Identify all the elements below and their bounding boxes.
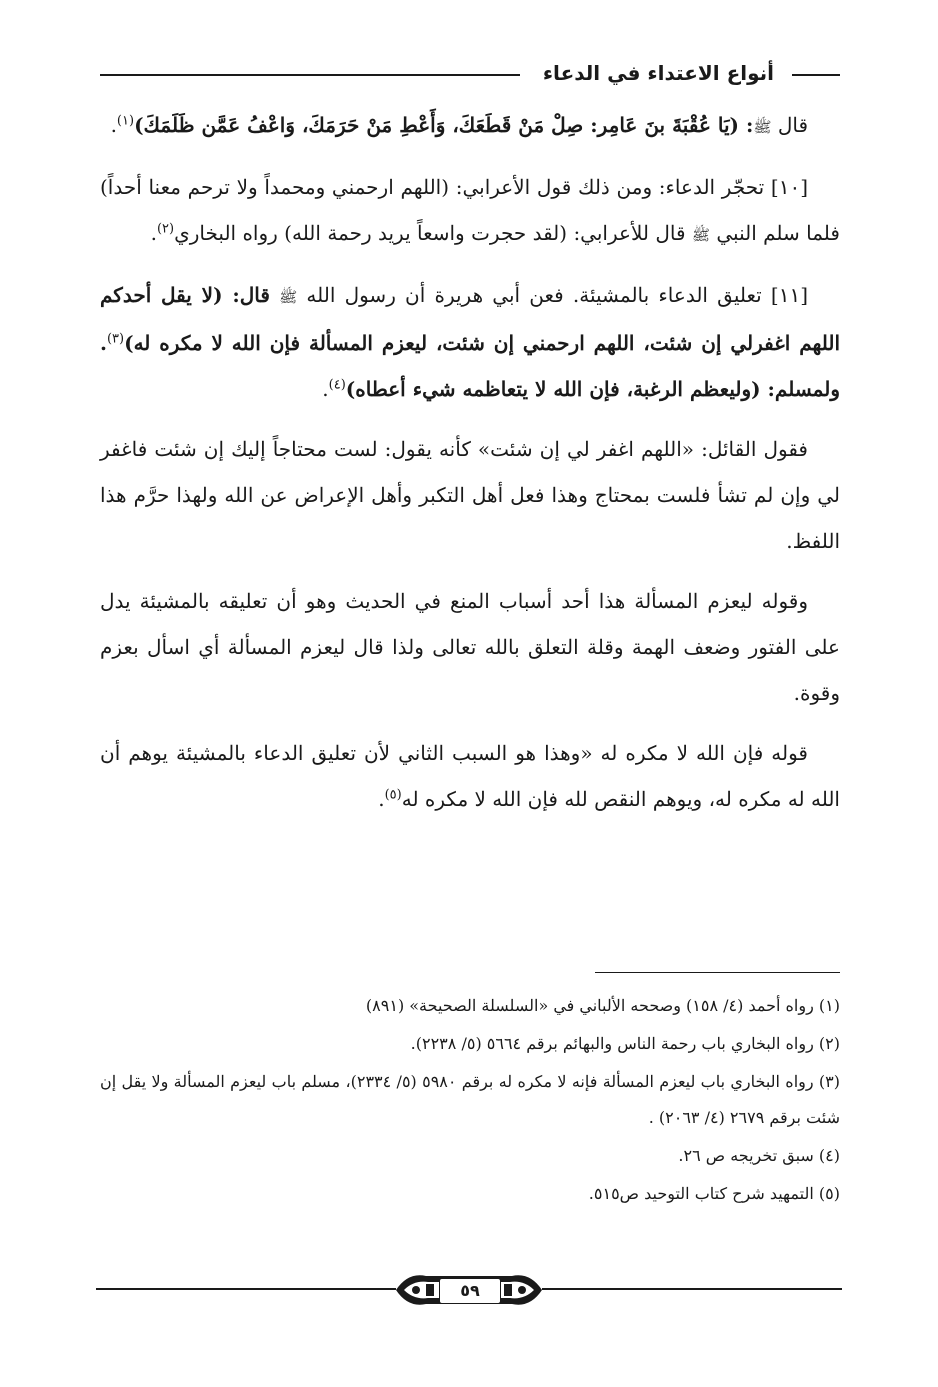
honorific-symbol: ﷺ xyxy=(279,288,298,306)
paragraph-end: . xyxy=(322,377,329,401)
paragraph-explanation-3 xyxy=(100,730,840,822)
footnote-ref-5: (٥) xyxy=(384,787,402,803)
header-rule-right xyxy=(792,74,840,76)
main-text xyxy=(100,102,840,836)
honorific-symbol: ﷺ xyxy=(753,118,772,136)
footnote-item: (٢) رواه البخاري باب رحمة الناس والبهائم برقم ٥٦٦٤ (٥/ ٢٢٣٨). xyxy=(410,1034,840,1053)
honorific-symbol: ﷺ xyxy=(691,226,710,244)
paragraph-end: . xyxy=(378,787,385,811)
footnote-item: (٥) التمهيد شرح كتاب التوحيد ص٥١٥. xyxy=(588,1184,840,1203)
footer-rule-left xyxy=(96,1288,396,1290)
hadith-quote: قال: (لا يقل أحدكم اللهم اغفرلي إن شئت، اللهم ارحمني إن شئت، ليعزم المسألة فإن الله لا مكره له) xyxy=(100,283,840,355)
paragraph-text: قال للأعرابي: (لقد حجرت واسعاً يريد رحمة الله) رواه البخاري xyxy=(174,221,686,245)
footnote-ref-4: (٤) xyxy=(328,377,346,393)
hadith-quote: : (يَا عُقْبَةَ بنَ عَامِر: صِلْ مَنْ قَطَعَكَ، وَأَعْطِ مَنْ حَرَمَكَ، وَاعْفُ عَمَّن ظَلَمَكَ) xyxy=(134,113,754,137)
paragraph-text: [١١] تعليق الدعاء بالمشيئة. فعن أبي هريرة أن رسول الله xyxy=(306,283,808,307)
footnote-item: (٤) سبق تخريجه ص ٢٦. xyxy=(678,1146,840,1165)
paragraph-end: . xyxy=(110,113,117,137)
paragraph-end: . xyxy=(150,221,157,245)
paragraph-explanation-2: وقوله ليعزم المسألة هذا أحد أسباب المنع في الحديث وهو أن تعليقه بالمشيئة يدل على الفتور وضعف الهمة وقلة التعلق بالله تعالى ولذا قال ليعزم المسألة أي اسأل بعزم وقوة. xyxy=(100,589,840,705)
footnote-item: (١) رواه أحمد (٤/ ١٥٨) وصححه الألباني في «السلسلة الصحيحة» (٨٩١) xyxy=(365,996,840,1015)
paragraph-item-10 xyxy=(100,164,840,258)
page-footer xyxy=(96,1268,842,1312)
header-title: أنواع الاعتداء في الدعاء xyxy=(535,58,782,88)
paragraph-text: [١٠] تحجّر الدعاء: ومن ذلك قول الأعرابي: (اللهم ارحمني ومحمداً ولا ترحم معنا أحداً) فلما سلم النبي xyxy=(100,175,840,245)
footer-rule-right xyxy=(542,1288,842,1290)
paragraph-text: قوله فإن الله لا مكره له «وهذا هو السبب الثاني لأن تعليق الدعاء بالمشيئة يوهم أن الله له مكره له، ويوهم النقص لله فإن الله لا مكره له xyxy=(100,741,840,811)
footnote-item: (٣) رواه البخاري باب ليعزم المسألة فإنه لا مكره له برقم ٥٩٨٠ (٥/ ٢٣٣٤)، مسلم باب ليعزم المسألة ولا يقل إن شئت برقم ٢٦٧٩ (٤/ ٢٠٦٣) . xyxy=(100,1072,840,1127)
paragraph-hadith-uqba xyxy=(100,102,840,150)
paragraph-lead: قال xyxy=(777,113,808,137)
hadith-quote: . ولمسلم: (وليعظم الرغبة، فإن الله لا يتعاظمه شيء أعطاه) xyxy=(100,331,840,401)
footnote-ref-2: (٢) xyxy=(156,221,175,237)
footnote-separator xyxy=(595,972,840,973)
paragraph-explanation-1: فقول القائل: «اللهم اغفر لي إن شئت» كأنه يقول: لست محتاجاً إليك إن شئت فاغفر لي وإن لم تشأ فلست بمحتاج وهذا فعل أهل التكبر وأهل الإعراض عن الله ولهذا حرَّم هذا اللفظ. xyxy=(100,437,840,553)
page-number: ٥٩ xyxy=(439,1278,501,1304)
footnote-ref-1: (١) xyxy=(116,113,135,129)
footnotes xyxy=(100,988,840,1214)
footnote-ref-3: (٣) xyxy=(106,331,125,347)
header-rule-left xyxy=(100,74,520,76)
running-header xyxy=(100,58,840,90)
paragraph-item-11 xyxy=(100,272,840,412)
